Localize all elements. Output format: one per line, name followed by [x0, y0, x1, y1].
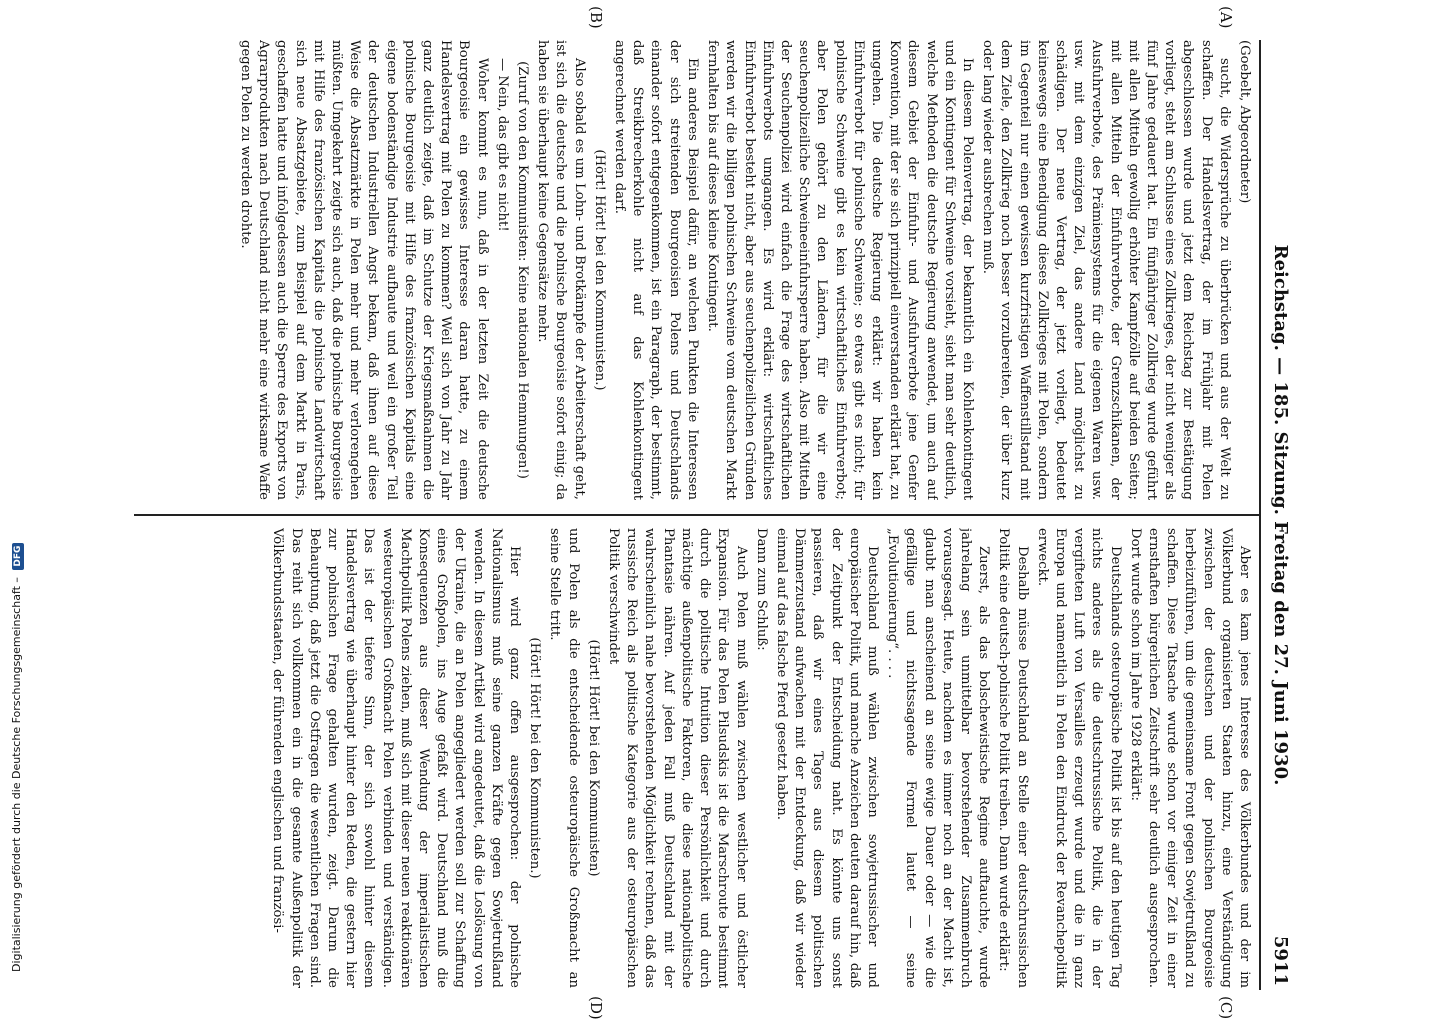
header-rule — [1259, 40, 1261, 990]
left-column — [133, 40, 1253, 500]
interjection: (Zuruf von den Kommunisten: Keine nationalen Hemmungen!) — [515, 61, 531, 479]
header-title: Reichstag. — 185. Sitzung. Freitag den 27. Juni 1930. — [1270, 244, 1291, 786]
column-divider — [134, 514, 1259, 516]
paragraph: Also sobald es um Lohn- und Brotkämpfe der Arbeiterschaft geht, ist sich die deutsche und die polnische Bourgeoisie sofort einig; da haben sie überhaupt keine Gegensätze mehr. — [535, 40, 587, 500]
quote-paragraph: Zuerst, als das bolschewistische Regime auftauchte, wurde jahrelang sein unmittelbar bevorstehender Zusammenbruch vorausgesagt. Heute, nachdem es immer noch an der Macht ist, glaubt man anscheinend an seine ewige Dauer oder — wie die gefällige und nichtssagende Formel lautet — seine „Evolutionierung“. . . . — [885, 528, 992, 988]
margin-marker-b: (B) — [587, 6, 605, 29]
page-number: 5911 — [1270, 935, 1291, 986]
speaker-line: (Goebelt, Abgeordneter) — [1237, 40, 1252, 204]
margin-marker-a: (A) — [1217, 6, 1235, 29]
paragraph: Ein anderes Beispiel dafür, an welchen Punkten die Interessen der sich streitenden Bourgeoisien Polens und Deutschlands einander sofort entgegenkommen, ist ein Paragraph, der bestimmt, daß Streikbrecherkohle nicht auf das Kohlenkontingent angerechnet werden darf. — [612, 40, 700, 500]
quote-paragraph: und Polen als die entscheidende osteuropäische Großmacht an seine Stelle tritt. — [547, 528, 581, 988]
paragraph: Deshalb müsse Deutschland an Stelle einer deutschrussischen Politik eine deutsch-polnische Politik treiben. Dann wurde erklärt: — [996, 528, 1030, 988]
paragraph: In diesem Polenvertrag, der bekanntlich ein Kohlenkontingent und ein Kontingent für Schweine vorsieht, sieht man sehr deutlich, welche Methoden die deutsche Regierung anwendet, um auch auf diesem Gebiet der Einfuhr- und Ausfuhrverbote jene Genfer Konvention, mit der sie sich prinzipiell einverstanden erklärt hat, zu umgehen. Die deutsche Regierung erklärt: wir haben kein Einfuhrverbot für polnische Schweine; so etwas gibt es nicht; für polnische Schweine gibt es kein wirtschaftliches Einfuhrverbot; aber Polen gehört zu den Ländern, für die wir eine seuchenpolizeiliche Schweineeinfuhrsperre haben. Also mit Mitteln der Seuchenpolizei wird einfach die Frage des wirtschaftlichen Einfuhrverbots umgangen. Es wird erklärt: wirtschaftliches Einfuhrverbot besteht nicht, aber aus seuchenpolizeilichen Gründen werden wir die billigen polnischen Schweine vom deutschen Markt fernhalten bis auf dieses kleine Kontingent. — [705, 40, 975, 500]
margin-marker-c: (C) — [1217, 996, 1235, 1020]
credit-text-wrapper — [10, 543, 24, 972]
interjection: (Hört! Hört! bei den Kommunisten) — [585, 639, 601, 877]
paragraph: — Nein, das gibt es nicht! — [494, 58, 510, 232]
paragraph: Woher kommt es nun, daß in der letzten Zeit die deutsche Bourgeoisie ein gewisses Interesse daran hatte, zu einem Handelsvertrag mit Polen zu kommen? Weil sich von Jahr zu Jahr ganz deutlich zeigte, daß im Schutze der Kriegsmaßnahmen die polnische Bourgeoisie mit Hilfe des französischen Kapitals eine eigene bodenständige Industrie aufbaute und weil ein großer Teil der deutschen Industriellen Angst bekam, daß ihnen auf diese Weise die Absatzmärkte in Polen mehr und mehr verlorengehen müßten. Umgekehrt zeigte sich auch, daß die polnische Bourgeoisie mit Hilfe des französischen Kapitals die polnische Landwirtschaft sich neue Absatzgebiete, zum Beispiel auf dem Markt in Paris, geschaffen hatte und infolgedessen auch die Sperre des Exports von Agrarprodukten nach Deutschland nicht mehr eine wirksame Waffe gegen Polen zu werden drohte. — [238, 40, 490, 500]
rotated-page-content — [115, 6, 1295, 1020]
paragraph: Hier wird ganz offen ausgesprochen: der polnische Nationalismus muß seine ganzen Kräfte gegen Sowjetrußland wenden. In diesem Artikel wird angedeutet, daß die Loslösung von der Ukraine, die an Polen angegliedert werden soll zur Schaffung eines Großpolen, ins Auge gefaßt wird. Deutschland muß die Konsequenzen aus dieser Wendung der imperialistischen Machtpolitik Polens ziehen, muß sich mit dieser neuen reaktionären westeuropäischen Großmacht Polen verbinden und verständigen. Das ist der tiefere Sinn, der sich sowohl hinter diesem Handelsvertrag wie überhaupt hinter den Reden, die gestern hier zur polnischen Frage gehalten wurden, zeigt. Darum die Behauptung, daß jetzt die Ostfragen die wesentlichen Fragen sind. Das reiht sich vollkommen ein in die gesamte Außenpolitik der Völkerbundsstaaten, der führenden englischen und französi- — [270, 528, 523, 988]
paragraph: sucht, die Widersprüche zu überbrücken und aus der Welt zu schaffen. Der Handelsvertrag, der im Frühjahr mit Polen abgeschlossen wurde und jetzt dem Reichstag zur Bestätigung vorliegt, steht am Schlusse eines Zollkrieges, der nicht weniger als fünf Jahre gedauert hat. Ein fünfjähriger Zollkrieg wurde geführt mit allen Mitteln gewollig erhöhter Kampfzölle auf beiden Seiten; mit allen Mitteln der Einfuhrverbote, der Grenzschikanen, der Ausfuhrverbote, des Prämiensystems für die eigenen Waren usw. usw. mit dem einzigen Ziel, das andere Land möglichst zu schädigen. Der neue Vertrag, der jetzt vorliegt, bedeutet keineswegs eine Beendigung dieses Zollkrieges mit Polen, sondern im Gegenteil nur einen gewissen kurzfristigen Waffenstillstand mit dem Ziele, den Zollkrieg noch besser vorzubereiten, der über kurz oder lang wieder ausbrechen muß. — [980, 40, 1232, 500]
credit-text: Digitalisierung gefördert durch die Deutsche Forschungsgemeinschaft – — [10, 577, 23, 972]
dfg-logo: DFG — [12, 543, 24, 570]
right-column — [133, 528, 1253, 988]
digitization-credit — [10, 12, 30, 972]
quote-paragraph: Deutschland muß wählen zwischen sowjetrussischer und europäischer Politik, und manche Anzeichen deuten darauf hin, daß der Zeitpunkt der Entscheidung naht. Es könnte uns sonst passieren, daß wir eines Tages aus diesem politischen Dämmerzustand aufwachen mit der Entdeckung, daß wir wieder einmal auf das falsche Pferd gesetzt haben. — [773, 528, 880, 988]
interjection: (Hört! Hört! bei den Kommunisten.) — [591, 149, 607, 391]
margin-marker-d: (D) — [587, 996, 605, 1020]
interjection: (Hört! Hört! bei den Kommunisten.) — [527, 637, 543, 879]
paragraph: Aber es kam jenes Interesse des Völkerbundes und der im Völkerbund organisierten Staaten hinzu, eine Verständigung zwischen der deutschen und der polnischen Bourgeoisie herbeizuführen, um die gemeinsame Front gegen Sowjetrußland zu schaffen. Diese Tatsache wurde schon vor einiger Zeit in einer ernsthaften bürgerlichen Zeitschrift sehr deutlich ausgesprochen. Dort wurde schon im Jahre 1928 erklärt: — [1127, 528, 1252, 988]
paragraph: Dann zum Schluß: — [753, 528, 769, 651]
page-header — [1263, 40, 1295, 990]
quote-paragraph: Deutschlands osteuropäische Politik ist bis auf den heutigen Tag nichts anderes als die deutschrussische Politik, die in der vergifteten Luft von Versailles erzeugt wurde und die in ganz Europa und namentlich in Polen den Eindruck der Revanchepolitik erweckt. — [1034, 528, 1123, 988]
quote-paragraph: Auch Polen muß wählen zwischen westlicher und östlicher Expansion. Für das Polen Pilsudskis ist die Marschroute bestimmt durch die politische Intuition dieser Persönlichkeit und durch mächtige außenpolitische Faktoren, die diese nationalpolitische Phantasie nähren. Auf jeden Fall muß Deutschland mit der wahrscheinlich nahe bevorstehenden Möglichkeit rechnen, daß das russische Reich als politische Kategorie aus der osteuropäischen Politik verschwindet — [606, 528, 749, 988]
